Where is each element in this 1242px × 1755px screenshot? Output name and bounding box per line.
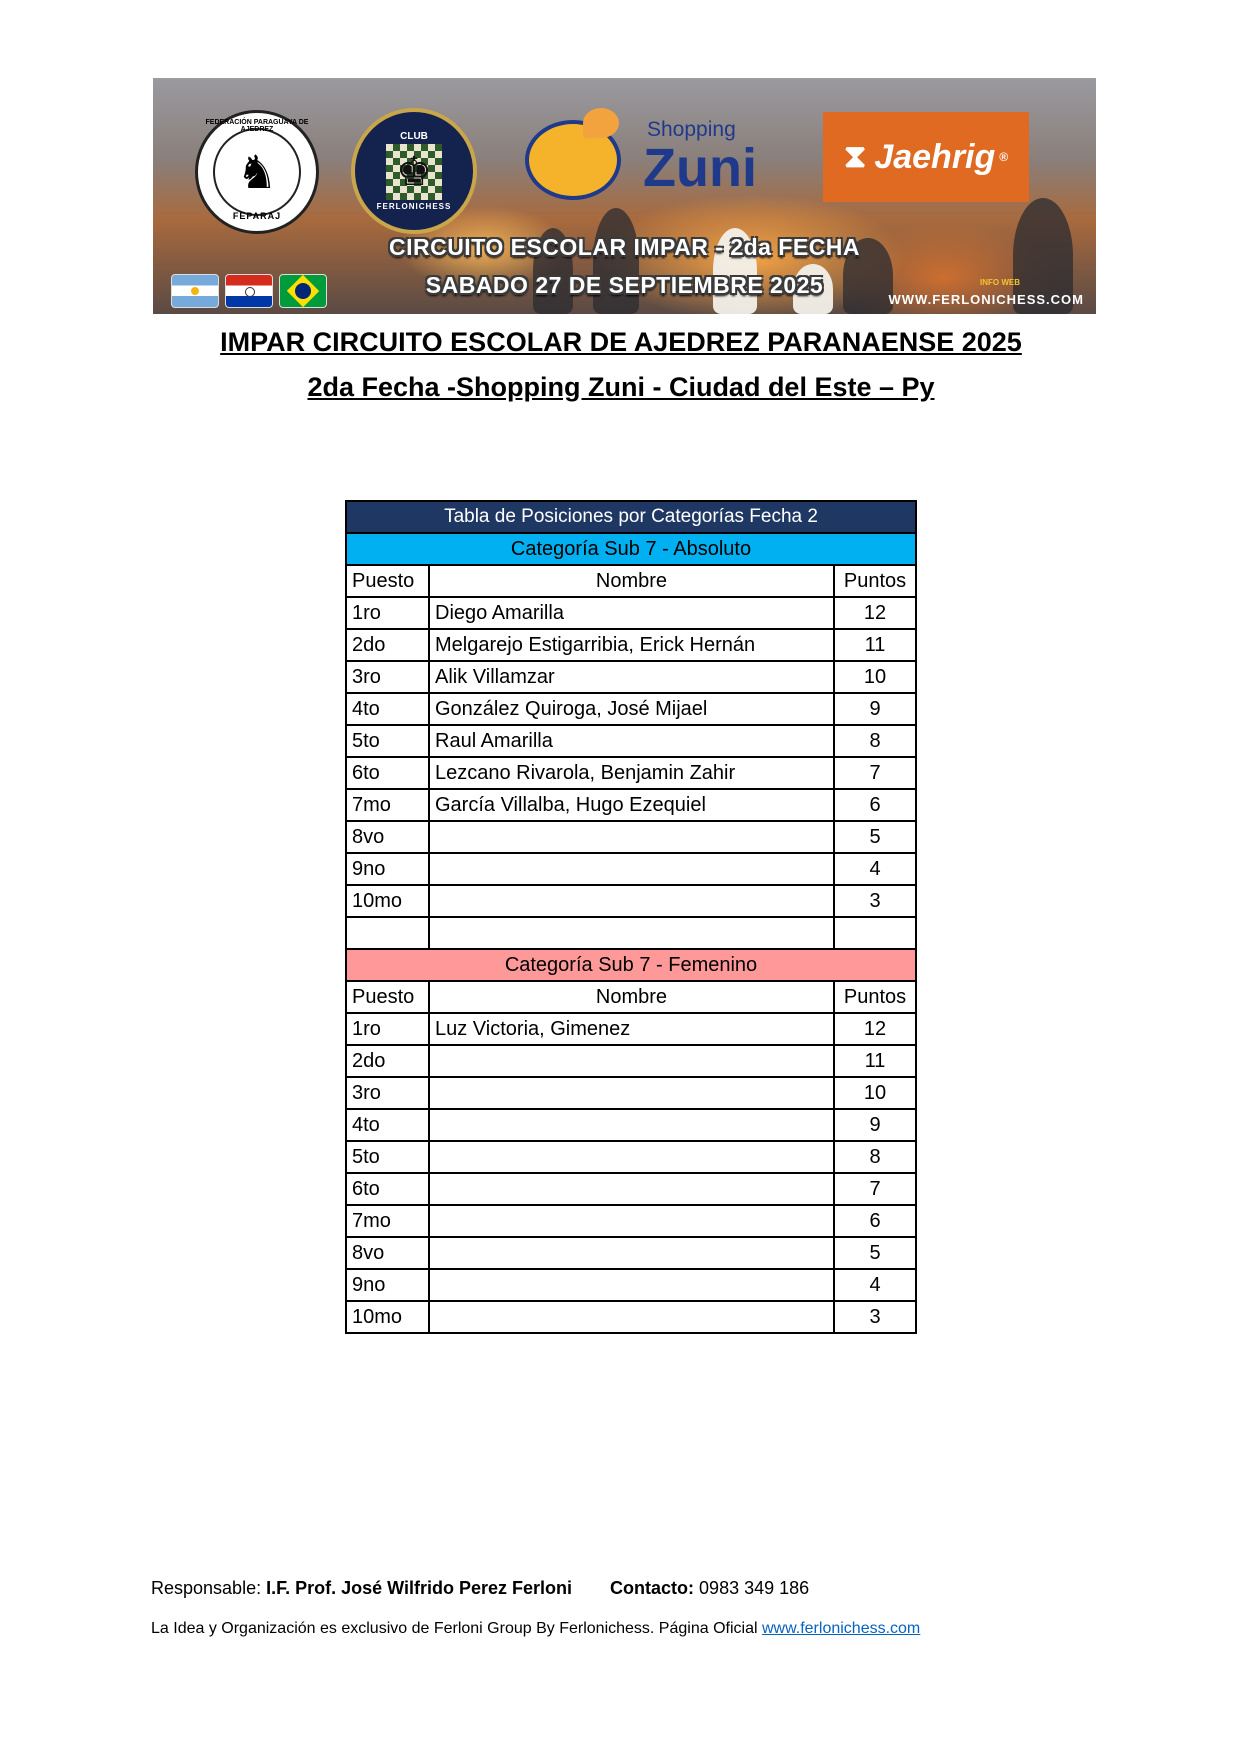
document-title: [0, 327, 1242, 358]
category-absoluto-row: [346, 533, 916, 565]
feparaj-arc-text: FEDERACIÓN PARAGUAYA DE AJEDREZ: [205, 119, 309, 133]
argentina-flag-icon: [171, 274, 219, 308]
cell-puntos: 9: [834, 693, 916, 725]
feparaj-label: FEPARAJ: [232, 211, 282, 221]
table-row: [346, 693, 916, 725]
cell-puesto: 6to: [346, 1173, 429, 1205]
cell-puntos: 3: [834, 885, 916, 917]
cell-puntos: 7: [834, 757, 916, 789]
table-row: [346, 853, 916, 885]
cell-puntos: 5: [834, 821, 916, 853]
chessboard-icon: [386, 144, 442, 200]
footer-contact: [151, 1578, 809, 1599]
king-icon: ♚: [396, 149, 432, 195]
contacto-value: 0983 349 186: [699, 1578, 810, 1598]
cell-nombre: [429, 1269, 834, 1301]
cell-puesto: 3ro: [346, 661, 429, 693]
cell-nombre: González Quiroga, José Mijael: [429, 693, 834, 725]
header-nombre: Nombre: [429, 981, 834, 1013]
header-nombre: Nombre: [429, 565, 834, 597]
cell-puntos: 3: [834, 1301, 916, 1333]
cell-puntos: 11: [834, 629, 916, 661]
spacer-row: [346, 917, 916, 949]
cell-nombre: [429, 1173, 834, 1205]
cell-nombre: [429, 853, 834, 885]
cell-puntos: 4: [834, 1269, 916, 1301]
cell-puesto: 4to: [346, 693, 429, 725]
table-row: [346, 1301, 916, 1333]
table-row: [346, 1013, 916, 1045]
organization-text: La Idea y Organización es exclusivo de Ferloni Group By Ferlonichess. Página Oficial: [151, 1620, 758, 1637]
category-absoluto-title: Categoría Sub 7 - Absoluto: [346, 533, 916, 565]
cell-puesto: 7mo: [346, 789, 429, 821]
table-row: [346, 757, 916, 789]
info-web-label: INFO WEB: [980, 278, 1020, 287]
header-puesto: Puesto: [346, 981, 429, 1013]
jaehrig-logo: [823, 112, 1029, 202]
table-caption: Tabla de Posiciones por Categorías Fecha 2: [346, 501, 916, 533]
table-row: [346, 885, 916, 917]
event-banner: [153, 78, 1096, 314]
cell-nombre: García Villalba, Hugo Ezequiel: [429, 789, 834, 821]
cell-puntos: 5: [834, 1237, 916, 1269]
cell-puesto: 10mo: [346, 1301, 429, 1333]
title-line-2: 2da Fecha -Shopping Zuni - Ciudad del Este – Py: [307, 372, 935, 402]
cell-puesto: 2do: [346, 629, 429, 661]
empty-cell: [346, 917, 429, 949]
cell-nombre: [429, 1205, 834, 1237]
standings-table: [345, 500, 917, 1334]
header-puesto: Puesto: [346, 565, 429, 597]
cell-puesto: 3ro: [346, 1077, 429, 1109]
cell-puntos: 12: [834, 1013, 916, 1045]
cell-puesto: 5to: [346, 725, 429, 757]
responsable-name: I.F. Prof. José Wilfrido Perez Ferloni: [266, 1578, 572, 1598]
cell-puntos: 6: [834, 1205, 916, 1237]
jaehrig-text: Jaehrig: [874, 137, 996, 176]
cell-nombre: Luz Victoria, Gimenez: [429, 1013, 834, 1045]
zuni-sub: Shopping: [647, 118, 736, 141]
category-femenino-title: Categoría Sub 7 - Femenino: [346, 949, 916, 981]
cell-nombre: [429, 885, 834, 917]
cell-puntos: 6: [834, 789, 916, 821]
brazil-flag-icon: [279, 274, 327, 308]
banner-date-line: SABADO 27 DE SEPTIEMBRE 2025: [425, 272, 824, 298]
cell-puntos: 12: [834, 597, 916, 629]
club-label: CLUB: [400, 131, 428, 142]
banner-event-line: CIRCUITO ESCOLAR IMPAR - 2da FECHA: [388, 234, 861, 260]
title-line-1: IMPAR CIRCUITO ESCOLAR DE AJEDREZ PARANAENSE 2025: [220, 327, 1022, 357]
cell-nombre: Alik Villamzar: [429, 661, 834, 693]
footer-organization: [151, 1620, 920, 1638]
empty-cell: [429, 917, 834, 949]
banner-website: WWW.FERLONICHESS.COM: [888, 292, 1084, 307]
leaf-icon: [583, 108, 619, 138]
cell-puesto: 1ro: [346, 1013, 429, 1045]
table-row: [346, 789, 916, 821]
empty-cell: [834, 917, 916, 949]
header-puntos: Puntos: [834, 565, 916, 597]
cell-nombre: [429, 821, 834, 853]
table-row: [346, 629, 916, 661]
cell-puesto: 2do: [346, 1045, 429, 1077]
cell-nombre: Diego Amarilla: [429, 597, 834, 629]
table-header-row: [346, 565, 916, 597]
registered-icon: ®: [999, 150, 1009, 164]
category-femenino-row: [346, 949, 916, 981]
table-row: [346, 1077, 916, 1109]
table-row: [346, 1045, 916, 1077]
cell-puntos: 7: [834, 1173, 916, 1205]
cell-nombre: [429, 1301, 834, 1333]
cell-puntos: 10: [834, 661, 916, 693]
table-row: [346, 1173, 916, 1205]
paraguay-flag-icon: [225, 274, 273, 308]
knight-icon: ♞: [236, 145, 278, 199]
ferlonichess-club-logo: [351, 108, 477, 234]
hourglass-icon: ⧗: [843, 138, 867, 174]
table-row: [346, 1141, 916, 1173]
official-site-link[interactable]: www.ferlonichess.com: [761, 1620, 921, 1637]
document-subtitle: [0, 372, 1242, 403]
cell-nombre: Raul Amarilla: [429, 725, 834, 757]
cell-puesto: 9no: [346, 853, 429, 885]
cell-puesto: 8vo: [346, 1237, 429, 1269]
contacto-label: Contacto:: [610, 1578, 695, 1598]
cell-puntos: 9: [834, 1109, 916, 1141]
table-row: [346, 1237, 916, 1269]
cell-puesto: 10mo: [346, 885, 429, 917]
cell-puesto: 5to: [346, 1141, 429, 1173]
cell-nombre: [429, 1109, 834, 1141]
cell-puesto: 7mo: [346, 1205, 429, 1237]
cell-nombre: [429, 1141, 834, 1173]
table-row: [346, 597, 916, 629]
cell-nombre: [429, 1077, 834, 1109]
cell-puesto: 1ro: [346, 597, 429, 629]
cell-nombre: [429, 1237, 834, 1269]
cell-puesto: 8vo: [346, 821, 429, 853]
responsable-label: Responsable:: [151, 1578, 262, 1598]
cell-nombre: Lezcano Rivarola, Benjamin Zahir: [429, 757, 834, 789]
cell-nombre: [429, 1045, 834, 1077]
table-row: [346, 1205, 916, 1237]
cell-puntos: 4: [834, 853, 916, 885]
cell-puesto: 9no: [346, 1269, 429, 1301]
cell-nombre: Melgarejo Estigarribia, Erick Hernán: [429, 629, 834, 661]
cell-puntos: 8: [834, 1141, 916, 1173]
cell-puntos: 10: [834, 1077, 916, 1109]
table-row: [346, 725, 916, 757]
table-row: [346, 821, 916, 853]
table-caption-row: [346, 501, 916, 533]
cell-puntos: 11: [834, 1045, 916, 1077]
cell-puesto: 4to: [346, 1109, 429, 1141]
zuni-main: Zuni: [643, 138, 757, 198]
table-row: [346, 1109, 916, 1141]
shopping-zuni-logo: [525, 106, 775, 206]
feparaj-logo: [195, 110, 319, 234]
table-row: [346, 661, 916, 693]
header-puntos: Puntos: [834, 981, 916, 1013]
table-row: [346, 1269, 916, 1301]
club-name: FERLONICHESS: [376, 202, 452, 211]
cell-puntos: 8: [834, 725, 916, 757]
table-header-row: [346, 981, 916, 1013]
cell-puesto: 6to: [346, 757, 429, 789]
